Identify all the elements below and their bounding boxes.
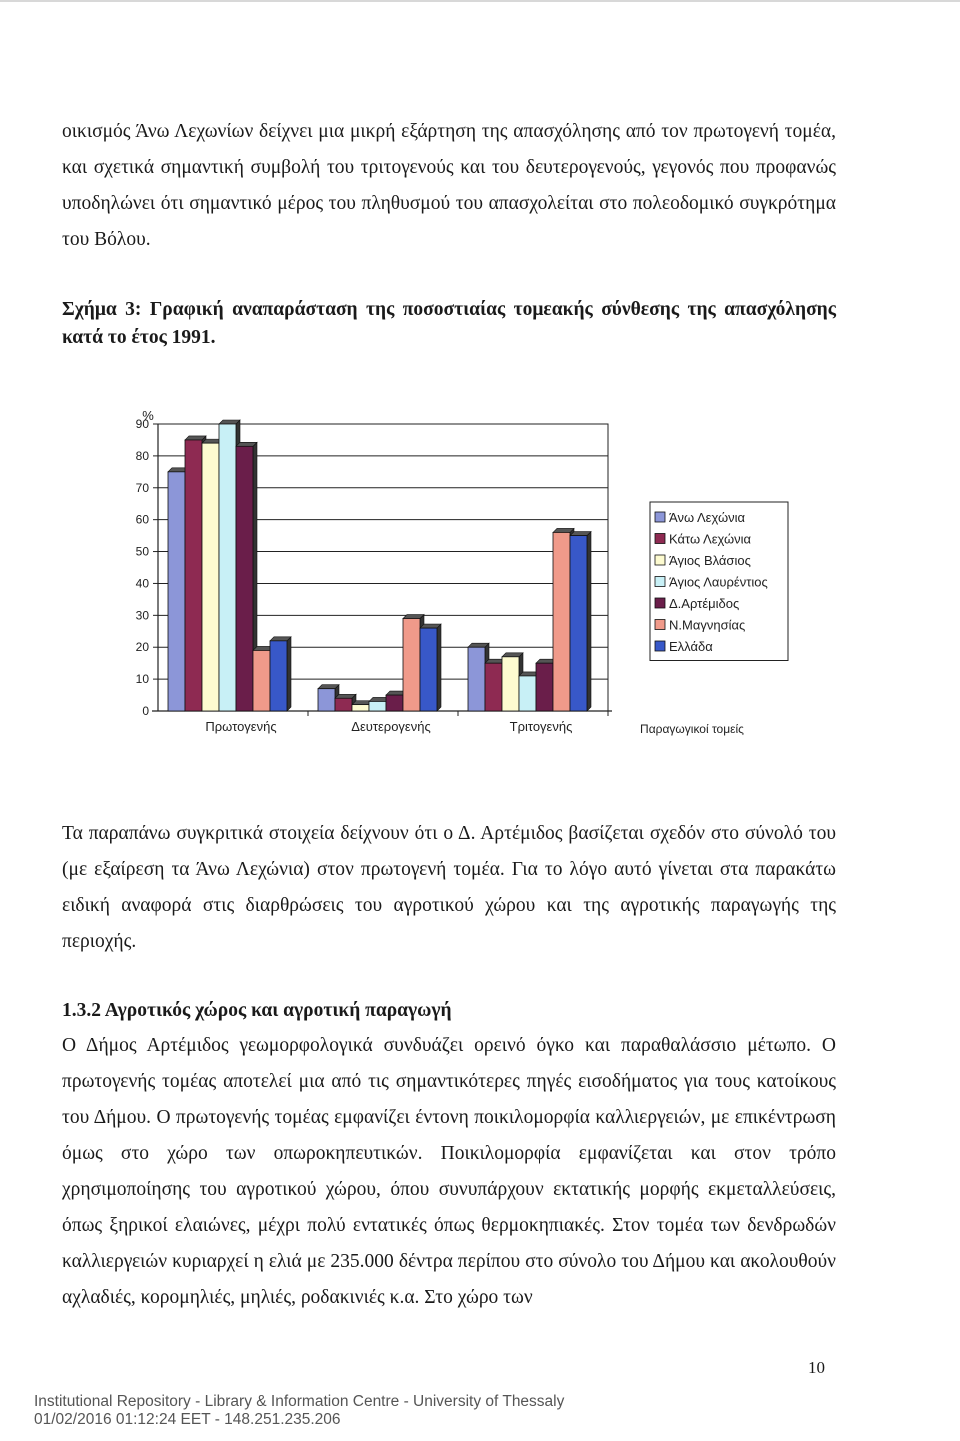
bar: [335, 698, 352, 711]
paragraph-text: Ο Δήμος Αρτέμιδος γεωμορφολογικά συνδυάζει ορεινό όγκο και παραθαλάσσιο μέτωπο. Ο πρωτογενής τομέας αποτελεί μια από τις σημαντικότερες πηγές εισοδήματος για τους κατοίκους του Δήμου. Ο πρωτογενής τομέας εμφανίζει έντονη ποικιλομορφία καλλιεργειών, με επικέντρωση όμως στο χώρο των οπωροκηπευτικών. Ποικιλομορφία εμφανίζεται και στον τρόπο χρησιμοποίησης του αγροτικού χώρου, όπου συνυπάρχουν εκτατικής μορφής εκμεταλλεύσεις, όπως ξηρικοί ελαιώνες, μέχρι πολύ εντατικές όπως θερμοκηπιακές. Στον τομέα των δενδρωδών καλλιεργειών κυριαρχεί η ελιά με 235.000 δέντρα περίπου στο σύνολο του Δήμου και ακολουθούν αχλαδιές, κορομηλιές, μηλιές, ροδακινιές κ.α. Στο χώρο των: [62, 1035, 836, 1308]
employment-sector-chart: [100, 398, 820, 758]
bar-top: [420, 624, 441, 628]
figure-caption: Σχήμα 3: Γραφική αναπαράσταση της ποσοστιαίας τομεακής σύνθεσης της απασχόλησης κατά το έτος 1991.: [62, 299, 836, 348]
bar: [386, 695, 403, 711]
x-category-label: Πρωτογενής: [205, 719, 277, 734]
legend-label: Άγιος Λαυρέντιος: [669, 574, 768, 590]
bar-top: [219, 420, 240, 424]
paragraph-comparison: [62, 816, 836, 960]
legend-swatch: [655, 620, 665, 630]
footer-timestamp: 01/02/2016 01:12:24 EET - 148.251.235.206: [34, 1411, 341, 1428]
bar: [519, 676, 536, 711]
bar: [318, 689, 335, 711]
y-axis-unit-label: %: [142, 408, 154, 423]
y-tick-label: 40: [135, 576, 149, 591]
bar: [536, 663, 553, 711]
page-number: 10: [808, 1358, 825, 1377]
bar: [502, 657, 519, 711]
y-tick-label: 50: [135, 544, 149, 559]
legend-swatch: [655, 641, 665, 651]
legend-label: Ελλάδα: [669, 639, 713, 654]
bar: [236, 446, 253, 711]
footer-repository: Institutional Repository - Library & Information Centre - University of Thessaly: [34, 1393, 565, 1410]
bar-top: [468, 643, 489, 647]
bar-top: [502, 653, 523, 657]
legend-swatch: [655, 555, 665, 565]
section-heading: 1.3.2 Αγροτικός χώρος και αγροτική παραγωγή: [62, 1000, 452, 1021]
y-tick-label: 60: [135, 512, 149, 527]
y-tick-label: 0: [142, 704, 149, 718]
y-tick-label: 70: [135, 480, 149, 495]
bar: [485, 663, 502, 711]
x-axis-label: Παραγωγικοί τομείς: [640, 722, 744, 736]
x-category-label: Τριτογενής: [509, 719, 573, 734]
bar: [570, 536, 587, 711]
bar-top: [553, 528, 574, 532]
legend-label: Δ.Αρτέμιδος: [669, 596, 740, 611]
bar: [219, 424, 236, 711]
y-tick-label: 30: [135, 608, 149, 623]
y-tick-label: 10: [135, 672, 149, 687]
legend-label: Κάτω Λεχώνια: [669, 531, 752, 547]
bar: [403, 619, 420, 711]
bar-top: [185, 436, 206, 440]
bar-top: [335, 694, 356, 698]
bar: [352, 705, 369, 711]
paragraph-agriculture: [62, 1028, 836, 1316]
bar: [420, 628, 437, 711]
legend-swatch: [655, 577, 665, 587]
y-tick-label: 80: [135, 448, 149, 463]
y-tick-label: 20: [135, 640, 149, 655]
legend-label: Άνω Λεχώνια: [669, 510, 745, 525]
scan-edge: [0, 0, 960, 2]
bar-top: [236, 442, 257, 446]
bar-side: [587, 532, 591, 711]
bar: [168, 472, 185, 711]
legend-label: Ν.Μαγνησίας: [669, 617, 746, 633]
bar-top: [270, 637, 291, 641]
bar: [202, 443, 219, 711]
y-tick-label: 90: [135, 417, 149, 431]
paragraph-text: Τα παραπάνω συγκριτικά στοιχεία δείχνουν ότι ο Δ. Αρτέμιδος βασίζεται σχεδόν στο σύνολό του (με εξαίρεση τα Άνω Λεχώνια) στον πρωτογενή τομέα. Για το λόγο αυτό γίνεται στα παρακάτω ειδική αναφορά στις διαρθρώσεις του αγροτικού χώρου και της αγροτικής παραγωγής της περιοχής.: [62, 823, 836, 952]
bar-side: [287, 637, 291, 711]
bar-top: [403, 615, 424, 619]
paragraph-text: οικισμός Άνω Λεχωνίων δείχνει μια μικρή εξάρτηση της απασχόλησης από τον πρωτογενή τομέα, και σχετικά σημαντική συμβολή του τριτογενούς και του δευτερογενούς, γεγονός που προφανώς υποδηλώνει ότι σημαντικό μέρος του πληθυσμού του απασχολείται στο πολεοδομικό συγκρότημα του Βόλου.: [62, 121, 836, 250]
bar: [468, 647, 485, 711]
legend-swatch: [655, 598, 665, 608]
legend-label: Άγιος Βλάσιος: [669, 553, 751, 568]
bar: [253, 650, 270, 711]
bar-top: [570, 532, 591, 536]
legend-swatch: [655, 512, 665, 522]
bar: [270, 641, 287, 711]
bar: [369, 701, 386, 711]
bar-top: [318, 685, 339, 689]
bar: [185, 440, 202, 711]
chart-container: [100, 398, 820, 758]
bar-side: [437, 624, 441, 711]
paragraph-intro: [62, 114, 836, 258]
bar: [553, 532, 570, 711]
x-category-label: Δευτερογενής: [351, 719, 431, 734]
legend-swatch: [655, 534, 665, 544]
